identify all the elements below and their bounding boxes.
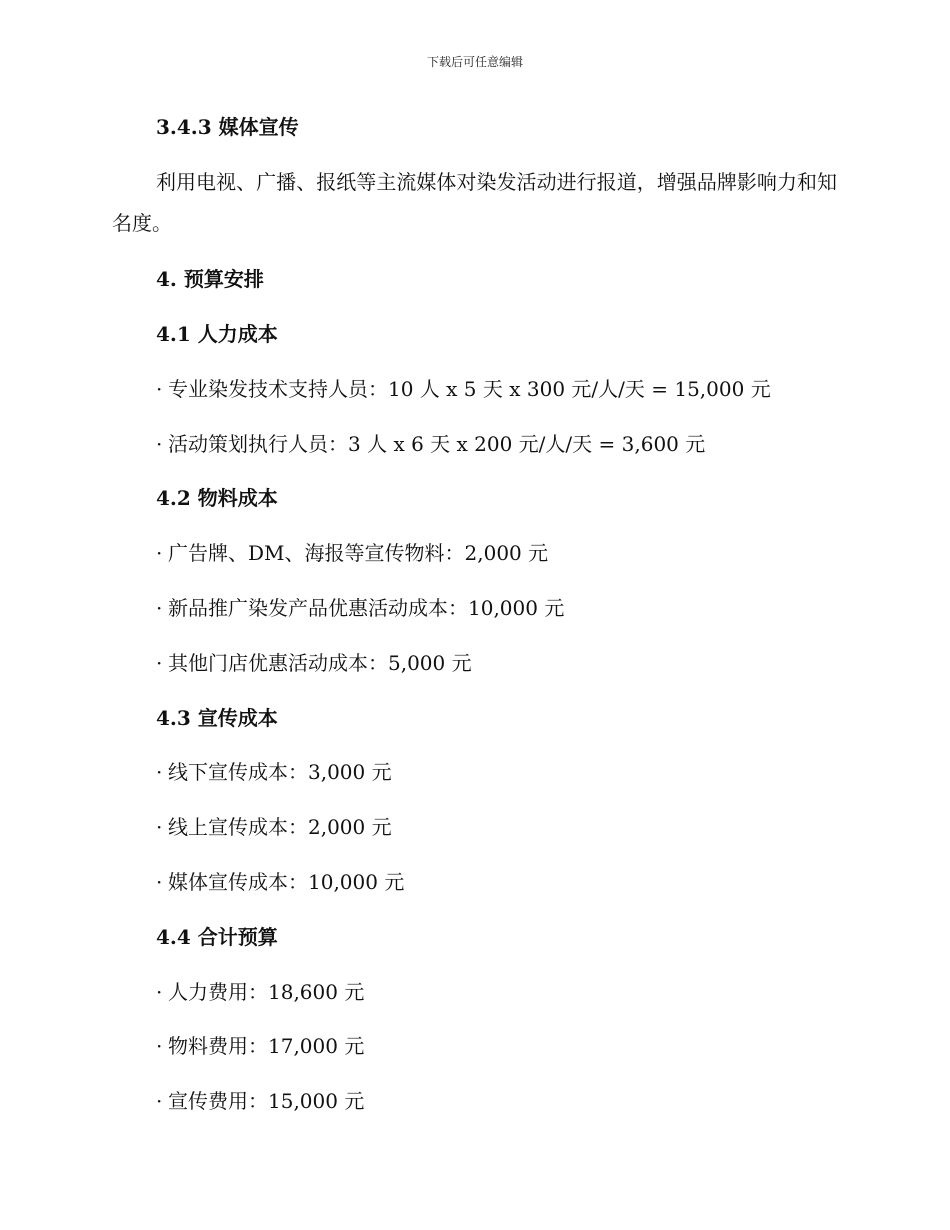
- list-item: [156, 376, 771, 402]
- list-item-text: 活动策划执行人员：3 人 x 6 天 x 200 元/人/天 = 3,600 元: [168, 432, 706, 456]
- bullet-dot: ·: [156, 815, 163, 839]
- list-item: [156, 979, 364, 1005]
- bullet-dot: ·: [156, 760, 163, 784]
- bullet-dot: ·: [156, 596, 163, 620]
- heading-4-2: 4.2 物料成本: [156, 486, 278, 510]
- list-item: [156, 650, 472, 676]
- list-item: [156, 869, 404, 895]
- list-item-text: 线下宣传成本：3,000 元: [168, 760, 392, 784]
- bullet-dot: ·: [156, 870, 163, 894]
- bullet-dot: ·: [156, 541, 163, 565]
- heading-4-1: 4.1 人力成本: [156, 322, 278, 346]
- heading-4: 4. 预算安排: [156, 267, 264, 291]
- list-item-text: 线上宣传成本：2,000 元: [168, 815, 392, 839]
- bullet-dot: ·: [156, 980, 163, 1004]
- list-item-text: 广告牌、DM、海报等宣传物料：2,000 元: [168, 541, 549, 565]
- list-item-text: 专业染发技术支持人员：10 人 x 5 天 x 300 元/人/天 = 15,000 元: [168, 377, 771, 401]
- list-item-text: 宣传费用：15,000 元: [168, 1089, 365, 1113]
- list-item-text: 其他门店优惠活动成本：5,000 元: [168, 651, 472, 675]
- bullet-dot: ·: [156, 1089, 163, 1113]
- list-item: [156, 1088, 364, 1114]
- list-item-text: 人力费用：18,600 元: [168, 980, 365, 1004]
- list-item: [156, 431, 705, 457]
- list-item: [156, 540, 548, 566]
- bullet-dot: ·: [156, 377, 163, 401]
- list-item-text: 新品推广染发产品优惠活动成本：10,000 元: [168, 596, 565, 620]
- bullet-dot: ·: [156, 651, 163, 675]
- heading-4-4: 4.4 合计预算: [156, 925, 278, 949]
- bullet-dot: ·: [156, 432, 163, 456]
- list-item: [156, 759, 392, 785]
- heading-4-3: 4.3 宣传成本: [156, 706, 278, 730]
- paragraph-media-promotion: 利用电视、广播、报纸等主流媒体对染发活动进行报道，增强品牌影响力和知名度。: [112, 170, 837, 235]
- bullet-dot: ·: [156, 1034, 163, 1058]
- list-item: [156, 814, 392, 840]
- heading-3-4-3: 3.4.3 媒体宣传: [156, 115, 299, 139]
- list-item: [156, 595, 564, 621]
- list-item-text: 物料费用：17,000 元: [168, 1034, 365, 1058]
- page-header: 下载后可任意编辑: [426, 55, 523, 69]
- list-item-text: 媒体宣传成本：10,000 元: [168, 870, 405, 894]
- list-item: [156, 1033, 364, 1059]
